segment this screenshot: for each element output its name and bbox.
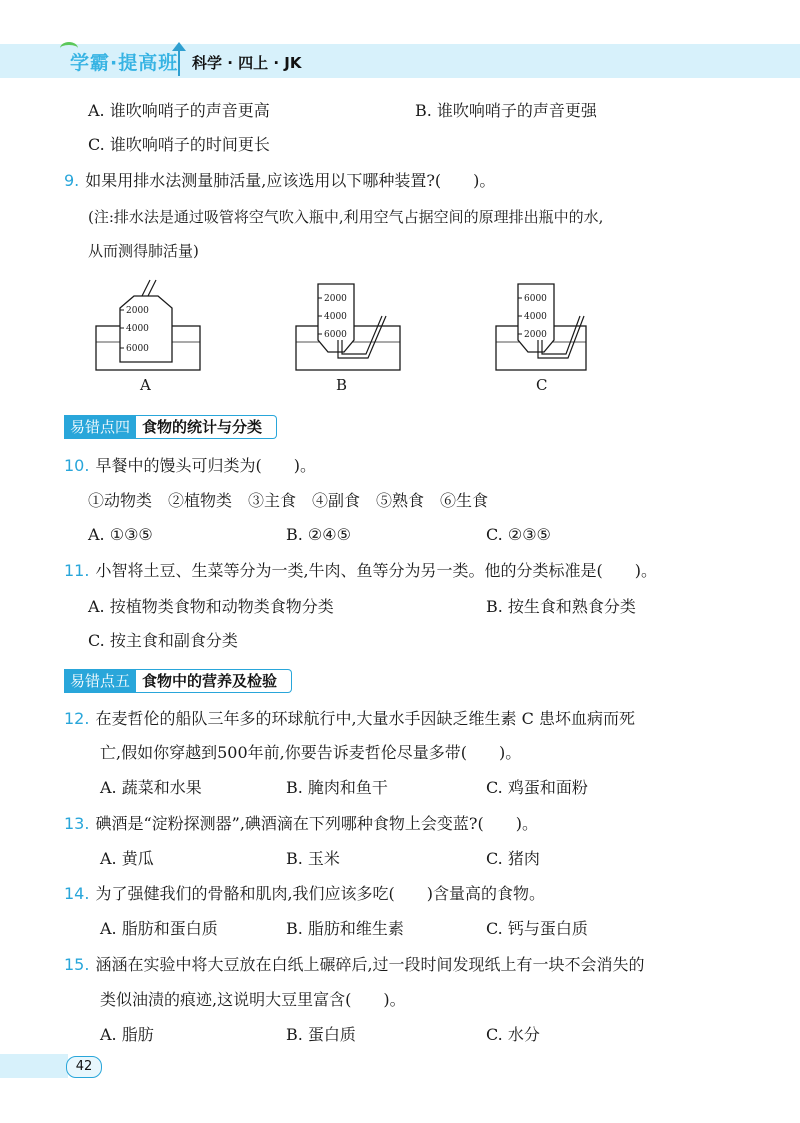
scale-mark: 6000 <box>324 330 347 340</box>
q8-option-b: B. 谁吹响哨子的声音更强 <box>415 101 597 120</box>
q10-option-c: C. ②③⑤ <box>486 525 551 544</box>
scale-mark: 4000 <box>524 312 547 322</box>
section-title: 食物中的营养及检验 <box>136 669 292 693</box>
q12-option-a: A. 蔬菜和水果 <box>100 778 202 797</box>
scale-mark: 2000 <box>324 294 347 304</box>
section-tag: 易错点五 <box>64 669 136 693</box>
q8-option-a: A. 谁吹响哨子的声音更高 <box>88 101 270 120</box>
scale-mark: 6000 <box>524 294 547 304</box>
footer-band <box>0 1054 68 1078</box>
section-title: 食物的统计与分类 <box>136 415 277 439</box>
scale-mark: 2000 <box>126 306 149 316</box>
section-header-5 <box>64 669 292 693</box>
straw <box>142 280 156 296</box>
header-divider <box>178 46 180 76</box>
q10-items: ①动物类 ②植物类 ③主食 ④副食 ⑤熟食 ⑥生食 <box>88 491 489 510</box>
q13-option-c: C. 猪肉 <box>486 849 540 868</box>
page-header <box>0 0 800 78</box>
q12-text-line-2: 亡,假如你穿越到500年前,你要告诉麦哲伦尽量多带( )。 <box>100 743 522 762</box>
q12-option-c: C. 鸡蛋和面粉 <box>486 778 588 797</box>
question-text: 在麦哲伦的船队三年多的环球航行中,大量水手因缺乏维生素 C 患坏血病而死 <box>95 709 635 728</box>
question-text: 早餐中的馒头可归类为( )。 <box>95 456 316 475</box>
scale-mark: 4000 <box>126 324 149 334</box>
q14-option-c: C. 钙与蛋白质 <box>486 919 588 938</box>
q10-option-a: A. ①③⑤ <box>88 525 153 544</box>
question-number: 10. <box>64 456 90 475</box>
q14-option-a: A. 脂肪和蛋白质 <box>100 919 218 938</box>
scale-mark: 4000 <box>324 312 347 322</box>
figure-c <box>496 284 586 370</box>
q15-text-line-2: 类似油渍的痕迹,这说明大豆里富含( )。 <box>100 990 406 1009</box>
q13-option-b: B. 玉米 <box>286 849 340 868</box>
q11-option-c: C. 按主食和副食分类 <box>88 631 238 650</box>
brand-title: 学霸·提高班 <box>70 52 179 74</box>
scale-mark: 6000 <box>126 344 149 354</box>
question-10 <box>64 455 316 477</box>
question-number: 9. <box>64 171 80 190</box>
question-11 <box>64 560 657 582</box>
question-number: 14. <box>64 884 90 903</box>
q15-option-c: C. 水分 <box>486 1025 540 1044</box>
question-text: 如果用排水法测量肺活量,应该选用以下哪种装置?( )。 <box>85 171 496 190</box>
question-12 <box>64 708 635 730</box>
q13-option-a: A. 黄瓜 <box>100 849 154 868</box>
q8-option-c: C. 谁吹响哨子的时间更长 <box>88 135 270 154</box>
figure-label-a: A <box>140 376 151 394</box>
section-tag: 易错点四 <box>64 415 136 439</box>
question-14 <box>64 883 545 905</box>
question-9 <box>64 170 495 192</box>
question-13 <box>64 813 538 835</box>
lung-capacity-apparatus-figure <box>90 278 590 398</box>
section-header-4 <box>64 415 277 439</box>
q14-option-b: B. 脂肪和维生素 <box>286 919 404 938</box>
q11-option-b: B. 按生食和熟食分类 <box>486 597 636 616</box>
q11-option-a: A. 按植物类食物和动物类食物分类 <box>88 597 334 616</box>
question-text: 为了强健我们的骨骼和肌肉,我们应该多吃( )含量高的食物。 <box>95 884 546 903</box>
figure-label-c: C <box>536 376 548 394</box>
subject-label: 科学 · 四上 · JK <box>192 54 302 72</box>
question-text: 小智将土豆、生菜等分为一类,牛肉、鱼等分为另一类。他的分类标准是( )。 <box>95 561 658 580</box>
q15-option-a: A. 脂肪 <box>100 1025 154 1044</box>
figure-a <box>96 280 200 370</box>
page-number: 42 <box>66 1056 102 1078</box>
figure-label-b: B <box>336 376 348 394</box>
scale-mark: 2000 <box>524 330 547 340</box>
figure-b <box>296 284 400 370</box>
question-text: 涵涵在实验中将大豆放在白纸上碾碎后,过一段时间发现纸上有一块不会消失的 <box>95 955 645 974</box>
q9-note-line-1: (注:排水法是通过吸管将空气吹入瓶中,利用空气占据空间的原理排出瓶中的水, <box>88 208 604 226</box>
question-text: 碘酒是“淀粉探测器”,碘酒滴在下列哪种食物上会变蓝?( )。 <box>95 814 538 833</box>
question-15 <box>64 954 645 976</box>
question-number: 11. <box>64 561 90 580</box>
q12-option-b: B. 腌肉和鱼干 <box>286 778 388 797</box>
question-number: 12. <box>64 709 90 728</box>
question-number: 13. <box>64 814 90 833</box>
q15-option-b: B. 蛋白质 <box>286 1025 356 1044</box>
question-number: 15. <box>64 955 90 974</box>
q9-note-line-2: 从而测得肺活量) <box>88 242 199 260</box>
q10-option-b: B. ②④⑤ <box>286 525 351 544</box>
